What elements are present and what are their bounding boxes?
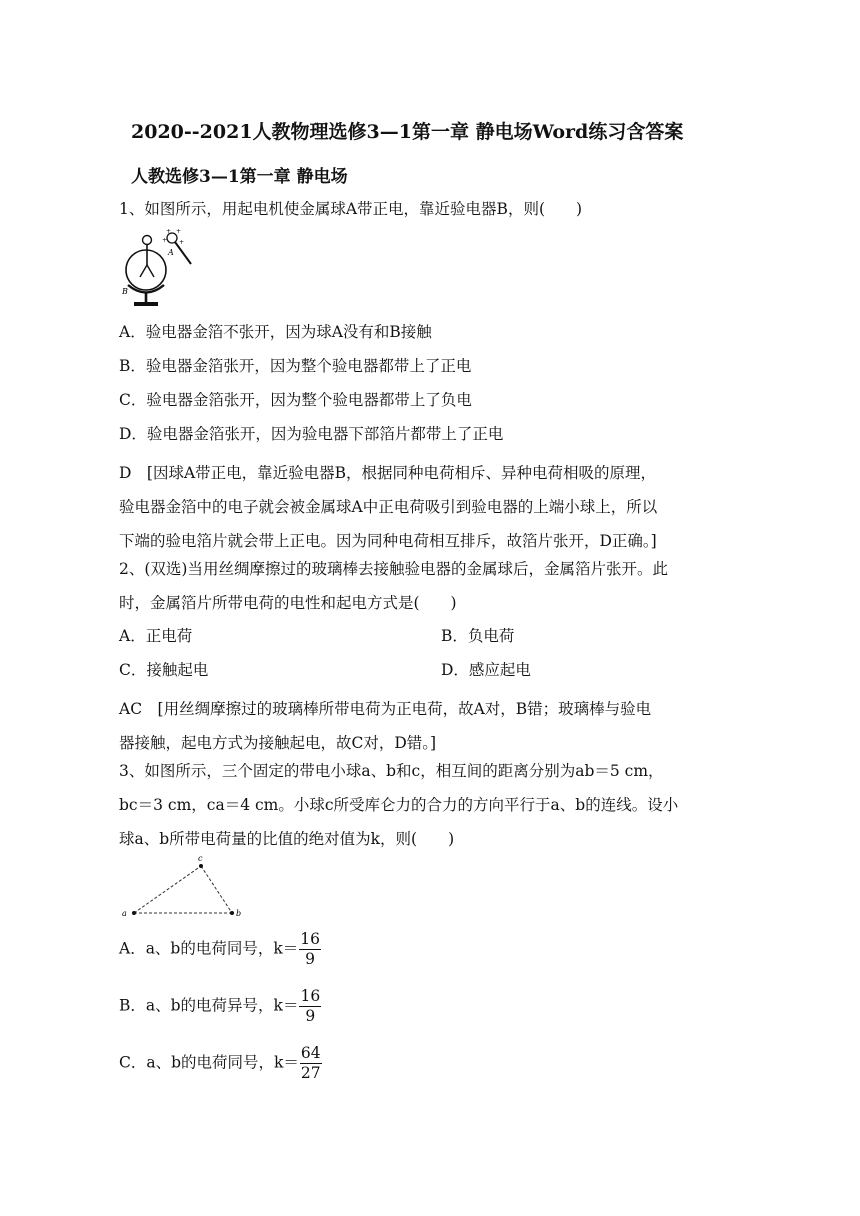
q1-answer-line-3: 下端的验电箔片就会带上正电。因为同种电荷相互排斥，故箔片张开，D正确。]	[119, 532, 657, 550]
fraction-denominator: 27	[300, 1063, 321, 1082]
q2-stem-line-1: 2、(双选)当用丝绸摩擦过的玻璃棒去接触验电器的金属球后，金属箔片张开。此	[119, 560, 668, 578]
q3-option-b-text: B．a、b的电荷异号，k＝	[119, 996, 299, 1015]
q2-option-d: D．感应起电	[441, 661, 531, 679]
fraction-numerator: 16	[300, 930, 320, 948]
q1-answer-line-1: D [因球A带正电，靠近验电器B，根据同种电荷相斥、异种电荷相吸的原理，	[119, 464, 657, 482]
fraction-denominator: 9	[305, 1006, 316, 1025]
q1-option-c: C．验电器金箔张开，因为整个验电器都带上了负电	[119, 391, 472, 409]
svg-text:+: +	[176, 228, 182, 235]
q1-option-a: A．验电器金箔不张开，因为球A没有和B接触	[119, 323, 432, 341]
q2-stem-line-2: 时，金属箔片所带电荷的电性和起电方式是( )	[119, 594, 457, 612]
q1-answer-line-2: 验电器金箔中的电子就会被金属球A中正电荷吸引到验电器的上端小球上，所以	[119, 498, 658, 516]
fraction-denominator: 9	[305, 949, 316, 968]
q3-option-b	[119, 989, 321, 1024]
svg-text:+: +	[162, 237, 168, 244]
q2-answer-line-2: 器接触，起电方式为接触起电，故C对，D错。]	[119, 734, 437, 752]
label-B: B	[122, 287, 128, 296]
fraction	[299, 989, 321, 1024]
fraction	[299, 932, 321, 967]
q3-option-c-text: C．a、b的电荷同号，k＝	[119, 1053, 299, 1072]
section-subtitle: 人教选修3—1第一章 静电场	[131, 167, 348, 187]
label-c: c	[198, 854, 203, 863]
q3-option-c	[119, 1046, 322, 1081]
label-A: A	[168, 248, 174, 257]
triangle-figure	[118, 852, 248, 922]
q1-option-d: D．验电器金箔张开，因为验电器下部箔片都带上了正电	[119, 425, 504, 443]
q3-stem-line-2: bc＝3 cm，ca＝4 cm。小球c所受库仑力的合力的方向平行于a、b的连线。设小	[119, 796, 679, 814]
q2-answer-line-1: AC [用丝绸摩擦过的玻璃棒所带电荷为正电荷，故A对，B错；玻璃棒与验电	[119, 700, 652, 718]
q2-option-b: B．负电荷	[441, 627, 515, 645]
svg-text:+: +	[179, 239, 185, 246]
q3-option-a	[119, 932, 321, 967]
q3-stem-line-3: 球a、b所带电荷量的比值的绝对值为k，则( )	[119, 830, 455, 848]
q2-option-c: C．接触起电	[119, 661, 209, 679]
fraction-numerator: 64	[300, 1044, 321, 1062]
doc-title: 2020--2021人教物理选修3—1第一章 静电场Word练习含答案	[131, 121, 684, 143]
q3-stem-line-1: 3、如图所示，三个固定的带电小球a、b和c，相互间的距离分别为ab＝5 cm，	[119, 762, 664, 780]
svg-text:+: +	[166, 228, 172, 235]
label-b: b	[236, 909, 242, 918]
q1-stem: 1、如图所示，用起电机使金属球A带正电，靠近验电器B，则( )	[119, 200, 583, 218]
q1-option-b: B．验电器金箔张开，因为整个验电器都带上了正电	[119, 357, 472, 375]
q3-option-a-text: A．a、b的电荷同号，k＝	[119, 939, 299, 958]
q2-option-a: A．正电荷	[119, 627, 193, 645]
electroscope-figure	[118, 228, 198, 310]
label-a: a	[122, 909, 127, 918]
fraction-numerator: 16	[300, 987, 321, 1005]
fraction	[300, 1046, 322, 1081]
